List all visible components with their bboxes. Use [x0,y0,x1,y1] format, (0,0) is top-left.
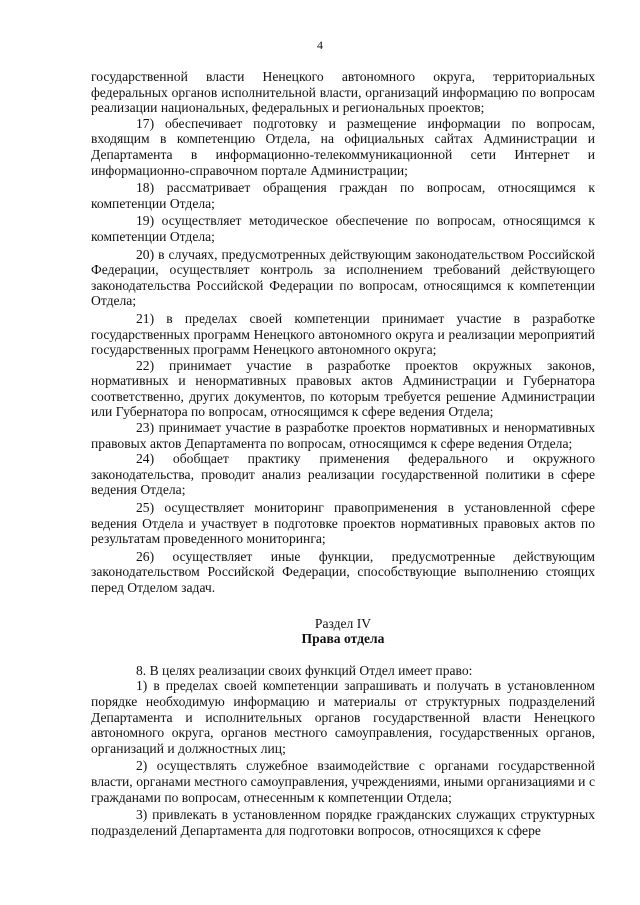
paragraph-item-21: 21) в пределах своей компетенции принимает участие в разработке государственных программ Ненецкого автономного округа и реализации мероприятий государственных программ Ненецкого автономного округа; [91,310,595,358]
paragraph-item-24: 24) обобщает практику применения федерального и окружного законодательства, проводит анализ реализации государственной политики в сфере ведения Отдела; [91,451,595,498]
paragraph-clause-8: 8. В целях реализации своих функций Отдел имеет право: [136,662,473,678]
paragraph-item-18: 18) рассматривает обращения граждан по вопросам, относящимся к компетенции Отдела; [91,180,595,211]
section-label: Раздел IV [314,615,372,631]
paragraph-item-20: 20) в случаях, предусмотренных действующим законодательством Российской Федерации, осуществляет контроль за исполнением требований действующего законодательства Российской Федерации по вопросам, относящимся к компетенции Отдела; [91,246,595,309]
paragraph-item-26: 26) осуществляет иные функции, предусмотренные действующим законодательством Российской Федерации, способствующие выполнению стоящих перед Отделом задач. [91,548,595,595]
paragraph: государственной власти Ненецкого автономного округа, территориальных федеральных органов исполнительной власти, организаций информацию по вопросам реализации национальных, федеральных и региональных проектов; [91,69,595,116]
paragraph-right-2: 2) осуществлять служебное взаимодействие с органами государственной власти, органами местного самоуправления, учреждениями, иными организациями и с гражданами по вопросам, отнесенным к компетенции Отдела; [91,758,595,805]
paragraph-item-23: 23) принимает участие в разработке проектов нормативных и ненормативных правовых актов Департамента по вопросам, относящимся к сфере ведения Отдела; [91,420,595,451]
section-title: Права отдела [301,631,385,647]
paragraph-item-17: 17) обеспечивает подготовку и размещение информации по вопросам, входящим в компетенцию Отдела, на официальных сайтах Администрации и Департамента в информационно-телекоммуникационной сети Интернет и информационно-справочном портале Администрации; [91,115,595,178]
paragraph-right-3: 3) привлекать в установленном порядке гражданских служащих структурных подразделений Департамента для подготовки вопросов, относящихся к сфере [91,807,595,838]
page-number: 4 [317,38,323,52]
paragraph-item-25: 25) осуществляет мониторинг правоприменения в установленной сфере ведения Отдела и участвует в подготовке проектов нормативных правовых актов по результатам проведенного мониторинга; [91,500,595,547]
document-body [91,69,595,838]
paragraph-right-1: 1) в пределах своей компетенции запрашивать и получать в установленном порядке необходимую информацию и материалы от структурных подразделений Департамента и исполнительных органов государственной власти Ненецкого автономного округа, органов местного самоуправления, государственных органов, организаций и должностных лиц; [91,678,595,756]
paragraph-item-22: 22) принимает участие в разработке проектов окружных законов, нормативных и ненормативных правовых актов Администрации и Губернатора соответственно, других документов, по которым требуется решение Администрации или Губернатора по вопросам, относящимся к сфере ведения Отдела; [91,357,595,420]
paragraph-item-19: 19) осуществляет методическое обеспечение по вопросам, относящимся к компетенции Отдела; [91,213,595,244]
